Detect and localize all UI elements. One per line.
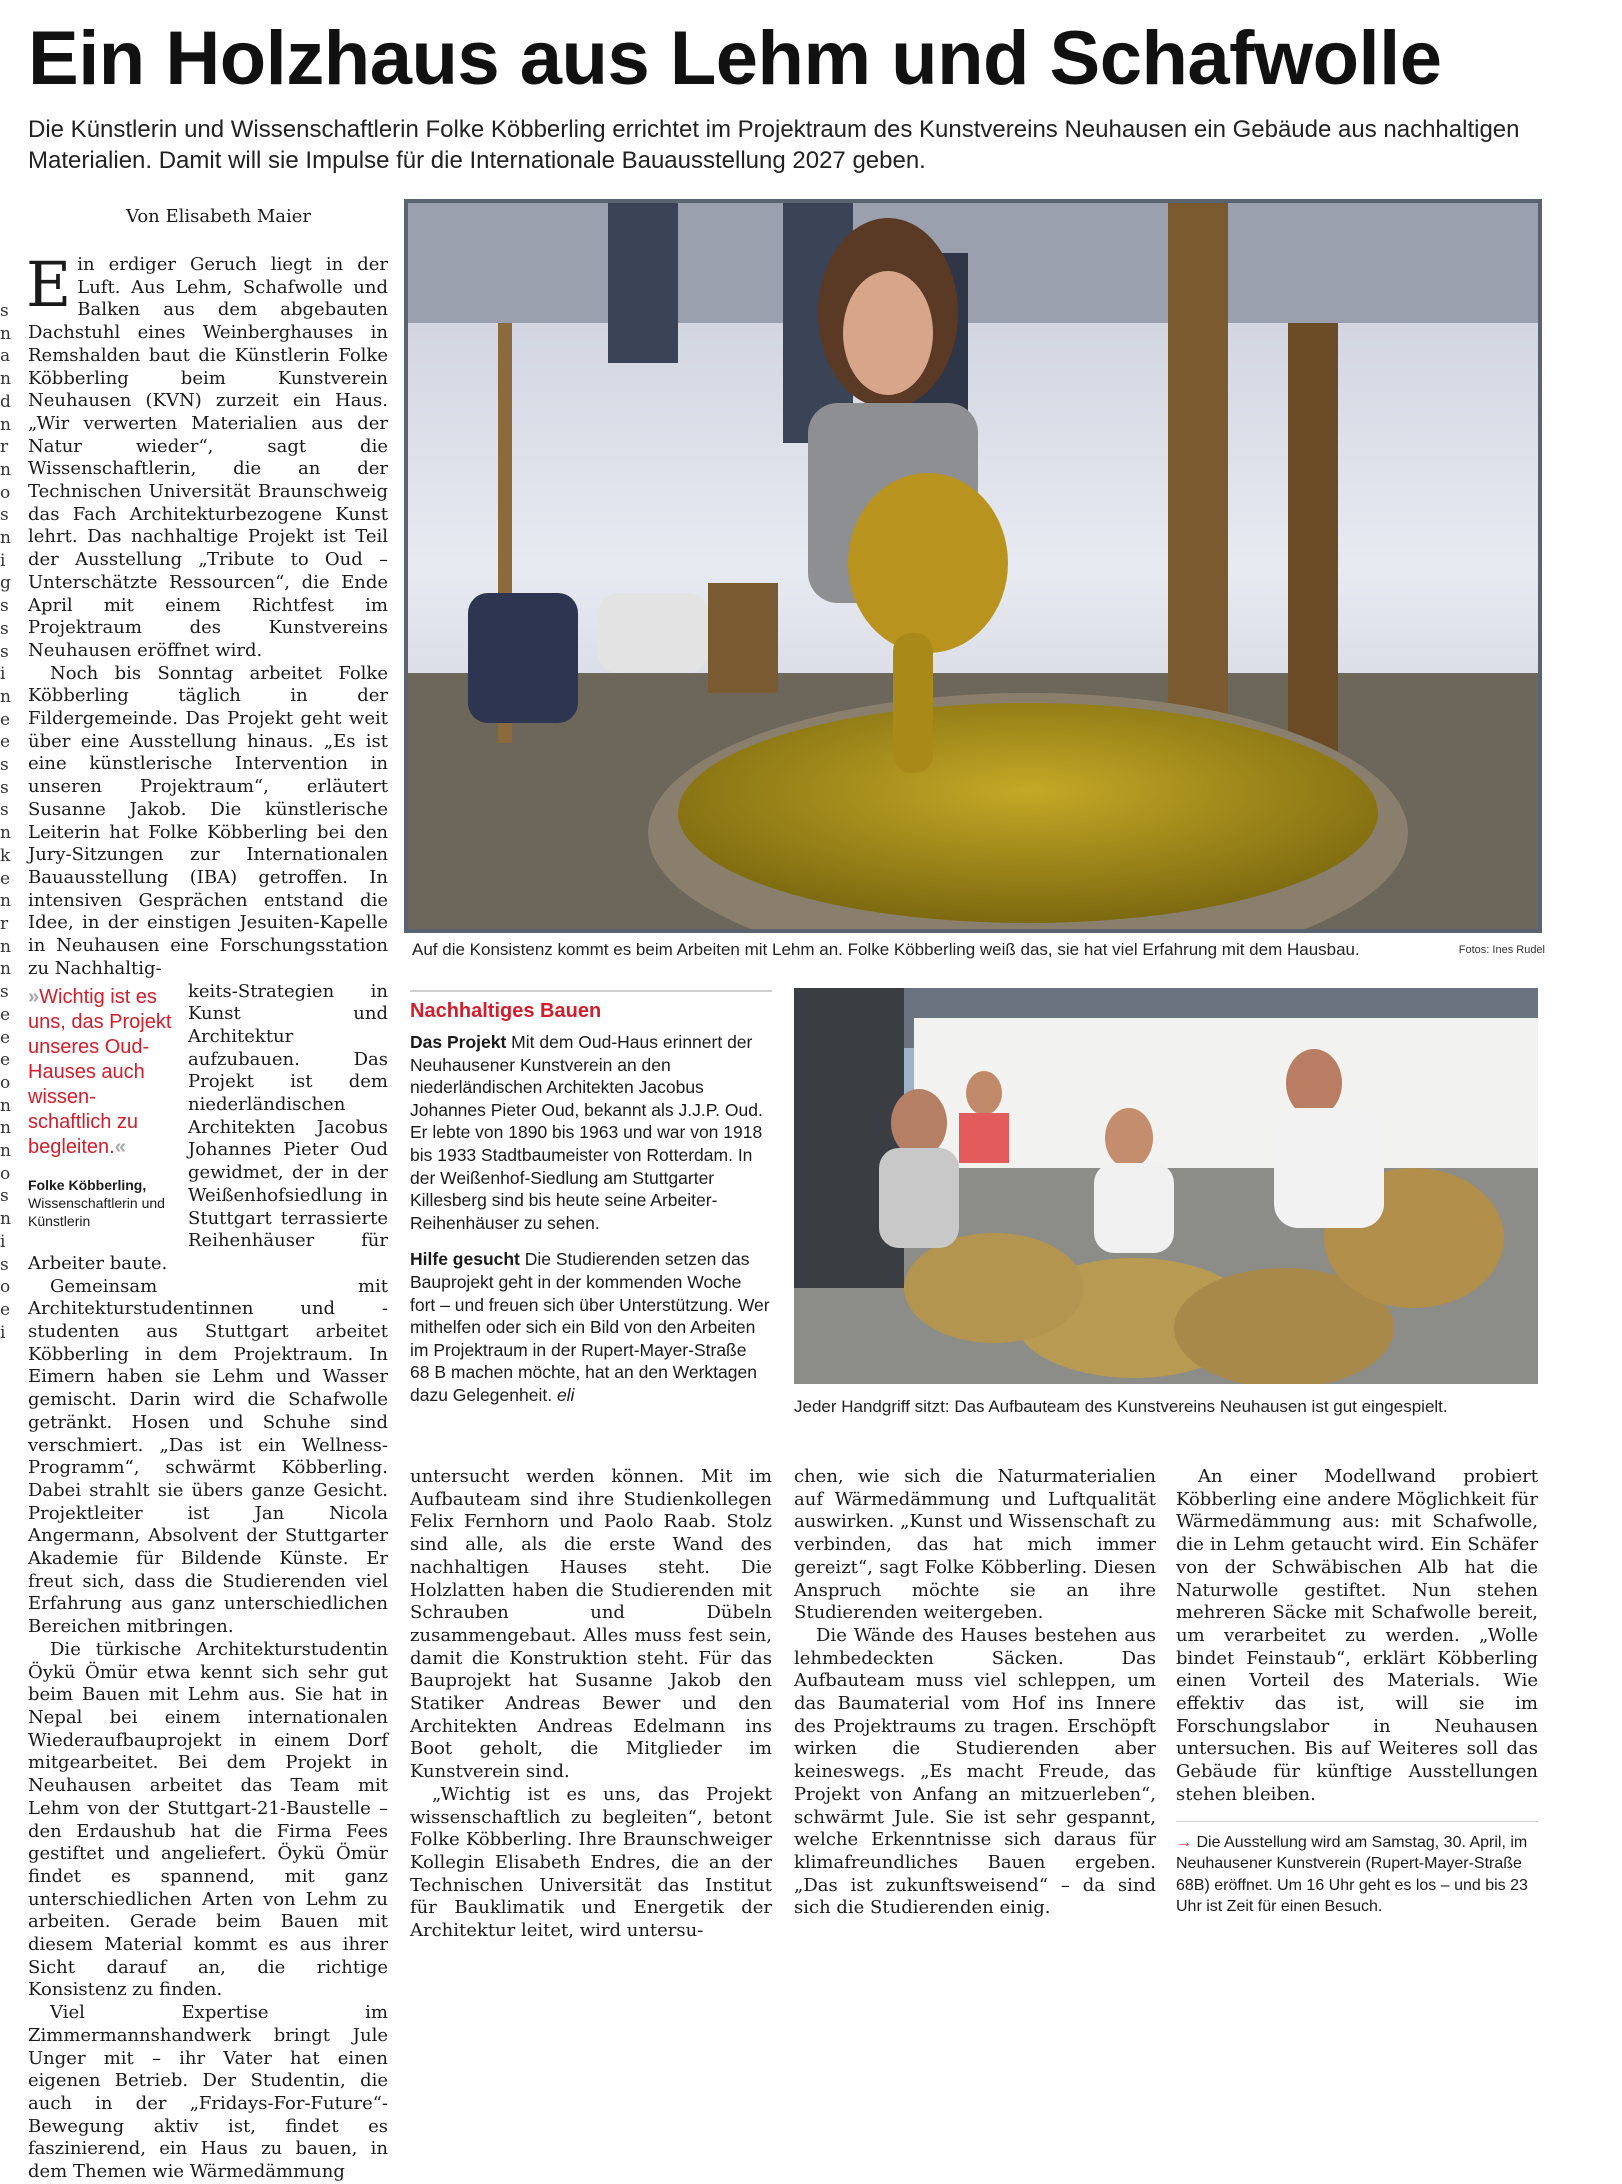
infobox-nachhaltiges-bauen: [410, 994, 770, 1407]
cropped-left-column-edge: [0, 300, 10, 1344]
edge-letter: s: [0, 777, 9, 798]
article-column-4: [1176, 1466, 1538, 1918]
edge-letter: o: [0, 1163, 11, 1184]
headline: Ein Holzhaus aus Lehm und Schafwolle: [28, 16, 1442, 101]
edge-letter: s: [0, 641, 9, 662]
infobox-paragraph-1: Das Projekt Mit dem Oud-Haus erinnert der Neuhausener Kunstverein an den niederländischen Architekten Jacobus Johannes Pieter Oud, bekannt als J.J.P. Oud. Er lebte von 1890 bis 1963 und war von 1918 bis 1933 Stadtbaumeister von Rotterdam. In der Weißenhof-Siedlung am Stuttgarter Killesberg sind bis heute seine Arbeiter-Reihenhäuser zu sehen.: [410, 1032, 763, 1233]
edge-letter: n: [0, 1141, 11, 1162]
edge-letter: e: [0, 1050, 11, 1071]
second-photo-image: [794, 988, 1538, 1384]
edge-letter: i: [0, 1322, 6, 1343]
edge-letter: o: [0, 1072, 11, 1093]
edge-letter: i: [0, 1231, 6, 1252]
edge-letter: e: [0, 1299, 11, 1320]
col4-paragraph-1: An einer Modellwand probiert Köbberling eine andere Möglichkeit für Wärmedämmung aus: mit Schafwolle, die in Lehm getaucht wird. Ein Schäfer von der Schwäbischen Alb hat die Naturwolle gestiftet. Nun stehen mehreren Säcke mit Schafwolle bereit, um verarbeitet zu werden. „Wolle bindet Feinstaub“, erklärt Köbberling einen Vorteil des Materials. Wie effektiv das ist, will sie im Forschungslabor in Neuhausen untersuchen. Bis auf Weiteres soll das Gebäude für künftige Ausstellungen stehen bleiben.: [1176, 1466, 1538, 1805]
infobox-paragraph-2: Hilfe gesucht Die Studierenden setzen das Bauprojekt geht in der kommenden Woche fort – und freuen sich über Unterstützung. Wer mithelfen oder sich ein Bild von den Arbeiten im Projektraum in der Rupert-Mayer-Straße 68 B machen möchte, hat an den Werktagen dazu Gelegenheit. eli: [410, 1249, 770, 1405]
edge-letter: s: [0, 596, 9, 617]
drop-cap: E: [26, 248, 72, 321]
paragraph-1: Ein erdiger Geruch liegt in der Luft. Aus Lehm, Schafwolle und Balken aus dem abgebauten Dachstuhl eines Weinberghauses in Remshalden baut die Künstlerin Folke Köbberling beim Kunstverein Neuhausen (KVN) zurzeit ein Haus. „Wir verwerten Materialien aus der Natur wieder“, sagt die Wissenschaftlerin, die an der Technischen Universität Braunschweig das Fach Architekturbezogene Kunst lehrt. Das nachhaltige Projekt ist Teil der Ausstellung „Tribute to Oud – Unterschätzte Ressourcen“, die Ende April mit einem Richtfest im Projektraum des Kunstvereins Neuhausen eröffnet wird.: [26, 248, 388, 661]
edge-letter: s: [0, 1254, 9, 1275]
paragraph-3: Gemeinsam mit Architekturstudentinnen und -studenten aus Stuttgart arbeitet Köbberling in dem Projektraum. In Eimern haben sie Lehm und Wasser gemischt. Darin wird die Schafwolle getränkt. Hosen und Schuhe sind verschmiert. „Das ist ein Wellness-Programm“, schwärmt Köbberling. Dabei strahlt sie übers ganze Gesicht. Projektleiter ist Jan Nicola Angermann, Absolvent der Stuttgarter Akademie für Bildende Künste. Er freut sich, dass die Studierenden viel Erfahrung aus ganz unterschiedlichen Bereichen mitbringen.: [28, 1275, 388, 1638]
quote-author: Folke Köbberling,: [28, 1176, 147, 1193]
edge-letter: s: [0, 800, 9, 821]
infobox-label-hilfe: Hilfe gesucht: [410, 1249, 520, 1270]
second-photo: [794, 988, 1538, 1384]
edge-letter: s: [0, 618, 9, 639]
edge-letter: n: [0, 369, 11, 390]
paragraph-4: Die türkische Architekturstudentin Öykü Ömür etwa kennt sich sehr gut beim Bauen mit Lehm aus. Sie hat in Nepal bei einem internationalen Wiederaufbauprojekt in einem Dorf mitgearbeitet. Bei dem Projekt in Neuhausen arbeitet das Team mit Lehm von der Stuttgart-21-Baustelle – den Erdaushub hat die Firma Fees gestiftet und angeliefert. Öykü Ömür findet es spannend, mit ganz unterschiedlichen Arten von Lehm zu arbeiten. Gerade beim Bauen mit diesem Material kommt es aus ihrer Sicht darauf an, die richtige Konsistenz zu finden.: [28, 1638, 388, 2001]
edge-letter: s: [0, 755, 9, 776]
edge-letter: n: [0, 1095, 11, 1116]
edge-letter: i: [0, 550, 6, 571]
edge-letter: n: [0, 891, 11, 912]
edge-letter: e: [0, 732, 11, 753]
second-photo-caption: Jeder Handgriff sitzt: Das Aufbauteam des Kunstvereins Neuhausen ist gut eingespielt.: [794, 1397, 1448, 1416]
article-column-3: [794, 1466, 1156, 1920]
main-photo: [404, 199, 1542, 933]
edge-letter: n: [0, 1118, 11, 1139]
edge-letter: n: [0, 823, 11, 844]
paragraph-5: Viel Expertise im Zimmermannshandwerk bringt Jule Unger mit – ihr Vater hat einen eigenen Betrieb. Der Studentin, die auch in der „Fridays-For-Future“-Bewegung aktiv ist, findet es faszinierend, ein Haus zu bauen, in dem Themen wie Wärmedämmung: [28, 2002, 388, 2183]
edge-letter: n: [0, 528, 11, 549]
exhibition-notice: → Die Ausstellung wird am Samstag, 30. April, im Neuhausener Kunstverein (Rupert-Mayer-Straße 68B) eröffnet. Um 16 Uhr geht es los – und bis 23 Uhr ist Zeit für einen Besuch.: [1176, 1833, 1528, 1916]
arrow-right-icon: →: [1176, 1833, 1192, 1851]
article-column-1: [26, 248, 388, 2184]
edge-letter: e: [0, 868, 11, 889]
lead-paragraph: Die Künstlerin und Wissenschaftlerin Folke Köbberling errichtet im Projektraum des Kunstvereins Neuhausen ein Gebäude aus nachhaltigen Materialien. Damit will sie Impulse für die Internationale Bauausstellung 2027 geben.: [28, 116, 1520, 174]
paragraph-2: Noch bis Sonntag arbeitet Folke Köbberling täglich in der Fildergemeinde. Das Projekt geht weit über eine Ausstellung hinaus. „Es ist eine künstlerische Intervention in unseren Projektraum“, erläutert Susanne Jakob. Die künstlerische Leiterin hat Folke Köbberling bei den Jury-Sitzungen zur Internationalen Bauausstellung (IBA) getroffen. In intensiven Gesprächen entstand die Idee, in der einstigen Jesuiten-Kapelle in Neuhausen eine Forschungsstation zu Nachhaltig-: [28, 662, 388, 979]
main-photo-image: [408, 203, 1538, 929]
edge-letter: n: [0, 936, 11, 957]
edge-letter: n: [0, 1209, 11, 1230]
photo-credit: Fotos: Ines Rudel: [1458, 944, 1545, 956]
edge-letter: s: [0, 1186, 9, 1207]
quote-author-role: Wissenschaftlerin und Künstlerin: [28, 1194, 165, 1229]
edge-letter: a: [0, 346, 11, 367]
byline: Von Elisabeth Maier: [126, 206, 312, 227]
paragraph-2-continued: keits-Strategien in Kunst und Architektur aufzubauen. Das Projekt ist dem niederländischen Architekten Jacobus Johannes Pieter Oud gewidmet, der in der Weißenhofsiedlung in Stuttgart terrassierte Reihenhäuser für Arbeiter baute.: [28, 980, 388, 1274]
notice-rule: [1176, 1821, 1538, 1822]
col2-paragraph-1: untersucht werden können. Mit im Aufbauteam sind ihre Studienkollegen Felix Fernhorn und Paolo Raab. Stolz sind alle, als die erste Wand des nachhaltigen Hauses steht. Die Holzlatten haben die Studierenden mit Schrauben und Dübeln zusammengebaut. Alles muss fest sein, damit die Konstruktion steht. Für das Bauprojekt hat Susanne Jakob den Statiker Andreas Bewer und den Architekten Andreas Edelmann ins Boot geholt, die Mitglieder im Kunstverein sind.: [410, 1466, 772, 1783]
quote-text: Wichtig ist es uns, das Projekt unseres Oud-Hauses auch wissen-schaftlich zu begleiten.: [28, 985, 172, 1158]
edge-letter: n: [0, 459, 11, 480]
edge-letter: s: [0, 505, 9, 526]
edge-letter: g: [0, 573, 11, 594]
pull-quote: [28, 985, 176, 1230]
edge-letter: o: [0, 482, 11, 503]
edge-letter: n: [0, 414, 11, 435]
edge-letter: n: [0, 323, 11, 344]
edge-letter: r: [0, 913, 9, 934]
infobox-top-rule: [410, 990, 772, 992]
main-photo-caption: Auf die Konsistenz kommt es beim Arbeiten mit Lehm an. Folke Köbberling weiß das, sie hat viel Erfahrung mit dem Hausbau.: [412, 940, 1360, 959]
infobox-signature: eli: [556, 1384, 575, 1405]
quote-open-mark: »: [28, 985, 40, 1008]
infobox-label-projekt: Das Projekt: [410, 1032, 507, 1052]
col2-paragraph-2: „Wichtig ist es uns, das Projekt wissenschaftlich zu begleiten“, betont Folke Köbberling. Ihre Braunschweiger Kollegin Elisabeth Endres, die an der Technischen Universität das Institut für Bauklimatik und Energetik der Architektur leitet, wird untersu-: [410, 1783, 772, 1942]
edge-letter: r: [0, 437, 9, 458]
edge-letter: s: [0, 301, 9, 321]
edge-letter: o: [0, 1277, 11, 1298]
edge-letter: s: [0, 982, 9, 1003]
article-column-2: [410, 1466, 772, 1943]
edge-letter: i: [0, 664, 6, 685]
edge-letter: e: [0, 709, 11, 730]
edge-letter: e: [0, 1027, 11, 1048]
col3-paragraph-2: Die Wände des Hauses bestehen aus lehmbedeckten Säcken. Das Aufbauteam muss viel schleppen, um das Baumaterial vom Hof ins Innere des Projektraums zu tragen. Erschöpft wirken die Studierenden aber keineswegs. „Es macht Freude, das Projekt von Anfang an mitzuerleben“, schwärmt Jule. Sie ist sehr gespannt, welche Erkenntnisse sich daraus für klimafreundliches Bauen ergeben. „Das ist zukunftsweisend“ – da sind sich die Studierenden einig.: [794, 1624, 1156, 1919]
quote-close-mark: «: [114, 1135, 126, 1158]
col3-paragraph-1: chen, wie sich die Naturmaterialien auf Wärmedämmung und Luftqualität auswirken. „Kunst und Wissenschaft zu verbinden, das hat mich immer gereizt“, sagt Folke Köbberling. Diesen Anspruch möchte sie an ihre Studierenden weitergeben.: [794, 1466, 1156, 1624]
infobox-title: Nachhaltiges Bauen: [410, 1000, 602, 1022]
edge-letter: n: [0, 959, 11, 980]
edge-letter: e: [0, 1004, 11, 1025]
edge-letter: k: [0, 845, 11, 866]
edge-letter: n: [0, 686, 11, 707]
edge-letter: d: [0, 391, 11, 412]
